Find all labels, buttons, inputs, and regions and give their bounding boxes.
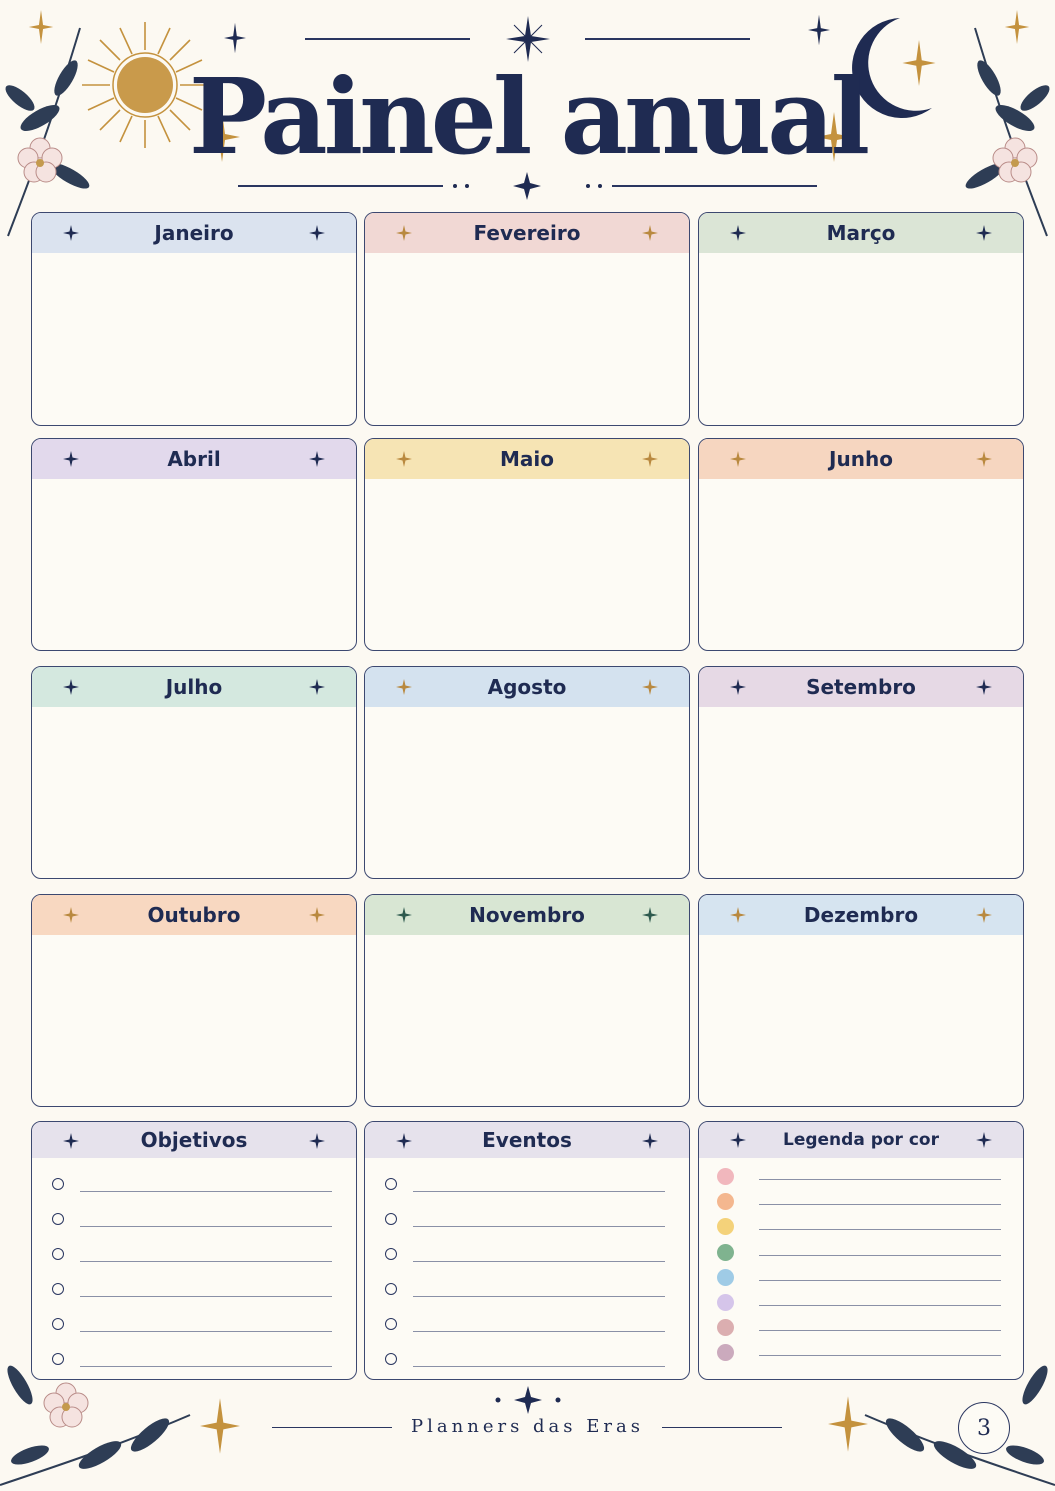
list-item[interactable] — [32, 1279, 356, 1299]
month-card[interactable] — [364, 212, 690, 426]
list-item[interactable] — [32, 1244, 356, 1264]
star-icon — [975, 1131, 993, 1149]
legend-row[interactable] — [699, 1342, 1023, 1362]
checkbox[interactable] — [385, 1213, 397, 1225]
star-icon — [62, 1131, 80, 1149]
month-card[interactable] — [698, 438, 1024, 651]
month-header — [365, 895, 689, 935]
star-icon — [62, 905, 80, 923]
write-line — [759, 1330, 1001, 1331]
write-line — [413, 1366, 665, 1367]
month-card[interactable] — [31, 666, 357, 879]
checkbox[interactable] — [52, 1283, 64, 1295]
panel-header — [32, 1122, 356, 1158]
month-card[interactable] — [698, 212, 1024, 426]
month-card[interactable] — [31, 438, 357, 651]
floral-branch-icon — [955, 18, 1055, 238]
month-header — [699, 213, 1023, 253]
month-card[interactable] — [364, 666, 690, 879]
month-label: Setembro — [806, 675, 916, 699]
checkbox[interactable] — [385, 1283, 397, 1295]
color-swatch — [717, 1344, 734, 1361]
star-icon — [62, 449, 80, 467]
checkbox[interactable] — [385, 1318, 397, 1330]
legend-row[interactable] — [699, 1191, 1023, 1211]
star-icon — [308, 449, 326, 467]
events-panel — [364, 1121, 690, 1380]
color-swatch — [717, 1244, 734, 1261]
floral-branch-icon — [0, 18, 100, 238]
month-label: Março — [826, 221, 896, 245]
star-icon — [62, 677, 80, 695]
star-icon — [395, 905, 413, 923]
write-line — [759, 1255, 1001, 1256]
month-card[interactable] — [364, 894, 690, 1107]
month-label: Janeiro — [154, 221, 234, 245]
panel-header — [365, 1122, 689, 1158]
color-swatch — [717, 1269, 734, 1286]
list-item[interactable] — [365, 1209, 689, 1229]
list-item[interactable] — [365, 1244, 689, 1264]
color-swatch — [717, 1294, 734, 1311]
month-card[interactable] — [364, 438, 690, 651]
color-swatch — [717, 1168, 734, 1185]
checkbox[interactable] — [385, 1248, 397, 1260]
star-icon — [729, 1131, 747, 1149]
panel-title: Legenda por cor — [782, 1130, 939, 1150]
star-icon — [729, 905, 747, 923]
month-header — [32, 667, 356, 707]
star-icon — [395, 677, 413, 695]
legend-row[interactable] — [699, 1292, 1023, 1312]
list-item[interactable] — [365, 1314, 689, 1334]
month-label: Julho — [165, 675, 223, 699]
month-card[interactable] — [698, 894, 1024, 1107]
list-item[interactable] — [32, 1314, 356, 1334]
write-line — [80, 1191, 332, 1192]
month-label: Outubro — [147, 903, 241, 927]
month-label: Abril — [167, 447, 221, 471]
list-item[interactable] — [32, 1349, 356, 1369]
legend-row[interactable] — [699, 1267, 1023, 1287]
month-header — [365, 213, 689, 253]
footer-brand: Planners das Eras — [411, 1416, 644, 1437]
month-card[interactable] — [31, 212, 357, 426]
star-icon — [729, 677, 747, 695]
checkbox[interactable] — [52, 1353, 64, 1365]
month-label: Novembro — [469, 903, 585, 927]
month-header — [365, 439, 689, 479]
month-label: Maio — [500, 447, 554, 471]
star-icon — [729, 223, 747, 241]
checkbox[interactable] — [52, 1178, 64, 1190]
star-icon — [641, 1131, 659, 1149]
write-line — [80, 1331, 332, 1332]
list-item[interactable] — [32, 1209, 356, 1229]
write-line — [759, 1229, 1001, 1230]
star-icon — [641, 677, 659, 695]
legend-panel — [698, 1121, 1024, 1380]
month-card[interactable] — [31, 894, 357, 1107]
write-line — [413, 1296, 665, 1297]
list-item[interactable] — [365, 1349, 689, 1369]
month-label: Fevereiro — [473, 221, 581, 245]
color-swatch — [717, 1218, 734, 1235]
write-line — [413, 1261, 665, 1262]
write-line — [413, 1226, 665, 1227]
star-icon — [308, 677, 326, 695]
panel-title: Eventos — [482, 1128, 572, 1152]
month-label: Agosto — [487, 675, 567, 699]
write-line — [80, 1296, 332, 1297]
star-icon — [308, 905, 326, 923]
star-icon — [975, 677, 993, 695]
star-icon — [395, 223, 413, 241]
month-header — [32, 213, 356, 253]
checkbox[interactable] — [52, 1318, 64, 1330]
page-title: Painel anual — [188, 55, 867, 178]
checkbox[interactable] — [52, 1248, 64, 1260]
legend-row[interactable] — [699, 1317, 1023, 1337]
month-header — [699, 439, 1023, 479]
checkbox[interactable] — [52, 1213, 64, 1225]
write-line — [759, 1179, 1001, 1180]
panel-title: Objetivos — [140, 1128, 248, 1152]
month-label: Junho — [829, 447, 893, 471]
month-label: Dezembro — [803, 903, 919, 927]
month-header — [699, 895, 1023, 935]
star-icon — [641, 905, 659, 923]
star-icon — [308, 223, 326, 241]
star-icon — [975, 223, 993, 241]
panel-header — [699, 1122, 1023, 1158]
write-line — [413, 1191, 665, 1192]
month-header — [699, 667, 1023, 707]
checkbox[interactable] — [385, 1178, 397, 1190]
list-item[interactable] — [365, 1174, 689, 1194]
star-icon — [62, 223, 80, 241]
month-header — [365, 667, 689, 707]
write-line — [759, 1355, 1001, 1356]
star-icon — [641, 223, 659, 241]
write-line — [759, 1305, 1001, 1306]
color-swatch — [717, 1319, 734, 1336]
write-line — [80, 1366, 332, 1367]
star-icon — [975, 905, 993, 923]
list-item[interactable] — [32, 1174, 356, 1194]
write-line — [80, 1261, 332, 1262]
legend-row[interactable] — [699, 1166, 1023, 1186]
star-icon — [395, 1131, 413, 1149]
star-icon — [975, 449, 993, 467]
month-header — [32, 895, 356, 935]
write-line — [413, 1331, 665, 1332]
compass-star-icon — [494, 1386, 562, 1414]
month-header — [32, 439, 356, 479]
legend-row[interactable] — [699, 1242, 1023, 1262]
write-line — [80, 1226, 332, 1227]
star-icon — [308, 1131, 326, 1149]
color-swatch — [717, 1193, 734, 1210]
checkbox[interactable] — [385, 1353, 397, 1365]
star-icon — [641, 449, 659, 467]
page-number: 3 — [958, 1402, 1010, 1454]
legend-row[interactable] — [699, 1216, 1023, 1236]
star-icon — [395, 449, 413, 467]
write-line — [759, 1280, 1001, 1281]
sparkle-icon — [224, 22, 246, 54]
list-item[interactable] — [365, 1279, 689, 1299]
sparkle-icon — [808, 14, 830, 46]
month-card[interactable] — [698, 666, 1024, 879]
objectives-panel — [31, 1121, 357, 1380]
write-line — [759, 1204, 1001, 1205]
star-icon — [729, 449, 747, 467]
